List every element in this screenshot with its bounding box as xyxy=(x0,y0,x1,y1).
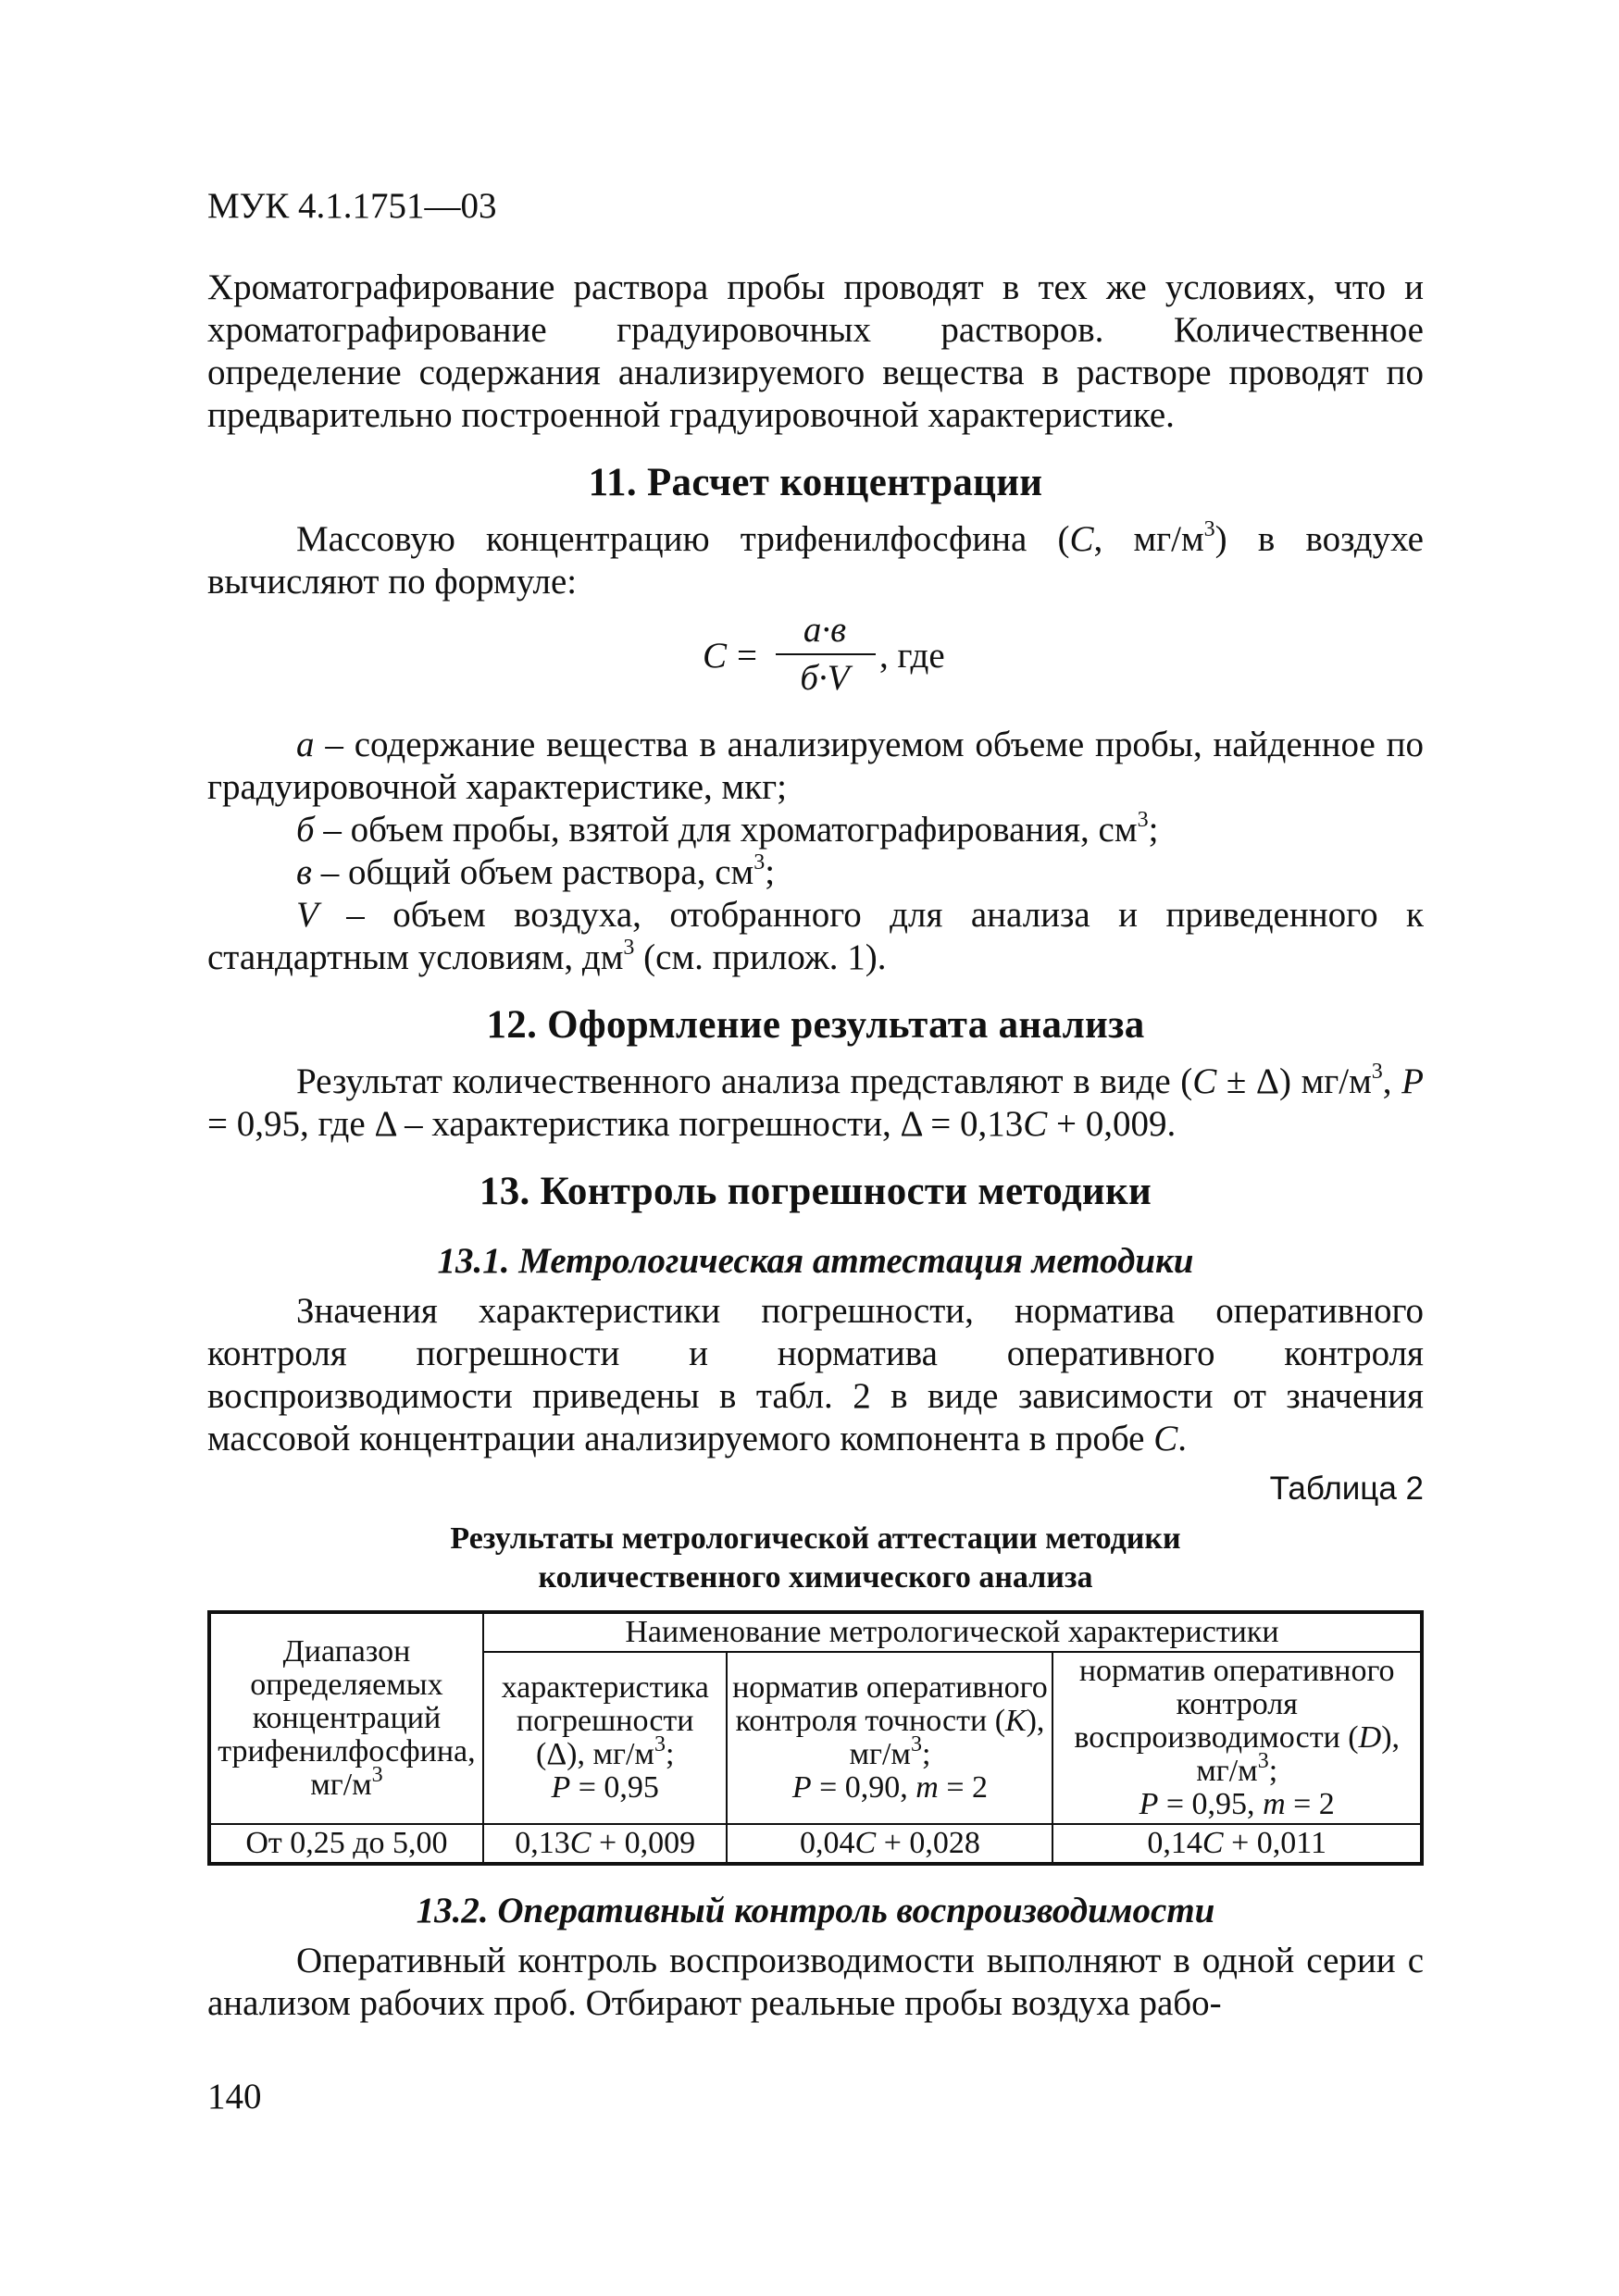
superscript: 3 xyxy=(753,850,766,875)
header-text: (Δ), мг/м xyxy=(536,1737,654,1771)
text-fragment: ) в воздухе вычисляют по формуле: xyxy=(207,519,1424,602)
formula-lhs: С xyxy=(703,636,728,676)
cell-text: + 0,009 xyxy=(591,1826,696,1860)
variable-c: С xyxy=(1069,519,1094,559)
variable-v: в xyxy=(296,852,312,892)
text-fragment: ; xyxy=(1148,810,1159,850)
definition-b xyxy=(207,809,1424,851)
text-fragment: , xyxy=(1382,1061,1402,1101)
subsection-13-1-title: 13.1. Метрологическая аттестация методики xyxy=(437,1241,1194,1281)
section-13-title: 13. Контроль погрешности методики xyxy=(479,1170,1152,1213)
table-header-row xyxy=(209,1612,1422,1652)
variable-c: С xyxy=(1202,1826,1224,1860)
text-fragment: + 0,009. xyxy=(1047,1104,1177,1144)
text-fragment: – объем воздуха, отобранного для анализа и приведенного к стандартным условиям, дм xyxy=(207,895,1424,977)
page-content xyxy=(207,185,1424,2025)
page-number: 140 xyxy=(207,2077,262,2116)
cell-reproducibility-value xyxy=(1052,1824,1422,1864)
header-error-characteristic xyxy=(483,1652,728,1824)
variable-c: С xyxy=(1023,1104,1048,1144)
variable-c: С xyxy=(854,1826,877,1860)
cell-text: 0,14 xyxy=(1147,1826,1202,1860)
variable-m: m xyxy=(915,1770,939,1805)
definition-v xyxy=(207,851,1424,894)
variable-c: С xyxy=(1192,1061,1217,1101)
variable-c: С xyxy=(569,1826,592,1860)
text-fragment: Массовую концентрацию трифенилфосфина ( xyxy=(296,519,1070,559)
variable-V: V xyxy=(296,895,318,935)
cell-text: + 0,011 xyxy=(1223,1826,1326,1860)
header-text: ; xyxy=(921,1737,931,1771)
section-11-paragraph xyxy=(207,518,1424,603)
header-text: = 0,90, xyxy=(811,1770,916,1805)
cell-text: 0,13 xyxy=(515,1826,570,1860)
text-fragment: ; xyxy=(765,852,776,892)
header-text: ; xyxy=(665,1737,675,1771)
table-caption: Таблица 2 xyxy=(1269,1471,1424,1507)
formula-numerator: а·в xyxy=(803,610,847,650)
concentration-formula xyxy=(207,609,1424,711)
variable-p: Р xyxy=(551,1770,571,1805)
header-group: Наименование метрологической характеристики xyxy=(483,1612,1422,1652)
definition-V xyxy=(207,894,1424,979)
variable-k: К xyxy=(1005,1704,1027,1738)
table-title xyxy=(207,1520,1424,1597)
header-reproducibility-norm xyxy=(1052,1652,1422,1824)
superscript: 3 xyxy=(910,1731,922,1756)
fraction-bar xyxy=(776,653,876,655)
variable-d: D xyxy=(1358,1720,1382,1755)
text-fragment: Результат количественного анализа представляют в виде ( xyxy=(296,1061,1193,1101)
cell-range: От 0,25 до 5,00 xyxy=(209,1824,483,1864)
superscript: 3 xyxy=(654,1731,666,1756)
variable-p: Р xyxy=(1139,1787,1159,1821)
subsection-13-1-paragraph xyxy=(207,1290,1424,1460)
subsection-13-2-paragraph: Оперативный контроль воспроизводимости выполняют в одной серии с анализом рабочих проб. Отбирают реальные пробы воздуха рабо- xyxy=(207,1941,1424,2023)
text-fragment: , мг/м xyxy=(1093,519,1204,559)
header-text: характеристика погрешности xyxy=(501,1670,709,1738)
variable-b: б xyxy=(296,810,315,850)
formula-tail: , где xyxy=(879,636,945,676)
header-text: норматив оперативного контроля воспроизводимости ( xyxy=(1074,1654,1395,1755)
section-12-title: 12. Оформление результата анализа xyxy=(486,1003,1145,1047)
definition-a xyxy=(207,724,1424,809)
superscript: 3 xyxy=(623,936,635,960)
variable-c: С xyxy=(1153,1419,1178,1458)
cell-text: + 0,028 xyxy=(876,1826,980,1860)
cell-error-value xyxy=(483,1824,728,1864)
header-range xyxy=(209,1612,483,1824)
text-fragment: Значения характеристики погрешности, норматива оперативного контроля погрешности и норматива оперативного контроля воспроизводимости приведены в табл. 2 в виде зависимости от значения массовой концентрации анализируемого компонента в пробе xyxy=(207,1291,1424,1458)
text-fragment: (см. прилож. 1). xyxy=(634,937,887,977)
header-text: = 0,95 xyxy=(570,1770,659,1805)
cell-accuracy-value xyxy=(727,1824,1052,1864)
header-accuracy-norm xyxy=(727,1652,1052,1824)
header-text: норматив оперативного контроля точности ( xyxy=(732,1670,1048,1738)
metrology-table xyxy=(207,1610,1424,1866)
table-title-line: количественного химического анализа xyxy=(538,1560,1093,1595)
intro-paragraph: Хроматографирование раствора пробы проводят в тех же условиях, что и хроматографирование градуировочных растворов. Количественное определение содержания анализируемого вещества в растворе проводят по предварительно построенной градуировочной характеристике. xyxy=(207,267,1424,435)
header-text: Диапазон определяемых концентраций трифенилфосфина, мг/м xyxy=(218,1634,476,1802)
subsection-13-2-title: 13.2. Оперативный контроль воспроизводимости xyxy=(416,1891,1215,1930)
header-text: = 0,95, xyxy=(1158,1787,1264,1821)
superscript: 3 xyxy=(371,1762,383,1787)
superscript: 3 xyxy=(1257,1748,1269,1773)
variable-p: Р xyxy=(1401,1061,1424,1101)
variable-p: Р xyxy=(791,1770,812,1805)
header-text: ), мг/м xyxy=(1196,1720,1401,1788)
variable-m: m xyxy=(1263,1787,1286,1821)
superscript: 3 xyxy=(1371,1060,1383,1084)
header-text: = 2 xyxy=(1285,1787,1335,1821)
text-fragment: – содержание вещества в анализируемом объеме пробы, найденное по градуировочной характеристике, мкг; xyxy=(207,725,1424,807)
superscript: 3 xyxy=(1137,808,1149,832)
text-fragment: . xyxy=(1177,1419,1187,1458)
superscript: 3 xyxy=(1203,517,1215,541)
section-11-title: 11. Расчет концентрации xyxy=(588,461,1043,504)
table-row xyxy=(209,1824,1422,1864)
formula-denominator: б·V xyxy=(800,658,850,698)
text-fragment: = 0,95, где Δ – характеристика погрешности, Δ = 0,13 xyxy=(207,1104,1024,1144)
text-fragment: – общий объем раствора, см xyxy=(311,852,754,892)
header-text: = 2 xyxy=(938,1770,989,1805)
header-text: ), мг/м xyxy=(849,1704,1045,1771)
header-text: ; xyxy=(1268,1754,1278,1788)
text-fragment: ± Δ) мг/м xyxy=(1216,1061,1372,1101)
text-fragment: – объем пробы, взятой для хроматографирования, см xyxy=(314,810,1138,850)
document-code: МУК 4.1.1751—03 xyxy=(207,186,497,226)
table-title-line: Результаты метрологической аттестации методики xyxy=(450,1521,1181,1556)
cell-text: 0,04 xyxy=(800,1826,855,1860)
formula-equals: = xyxy=(737,636,757,676)
variable-a: а xyxy=(296,725,315,764)
section-12-paragraph xyxy=(207,1061,1424,1146)
